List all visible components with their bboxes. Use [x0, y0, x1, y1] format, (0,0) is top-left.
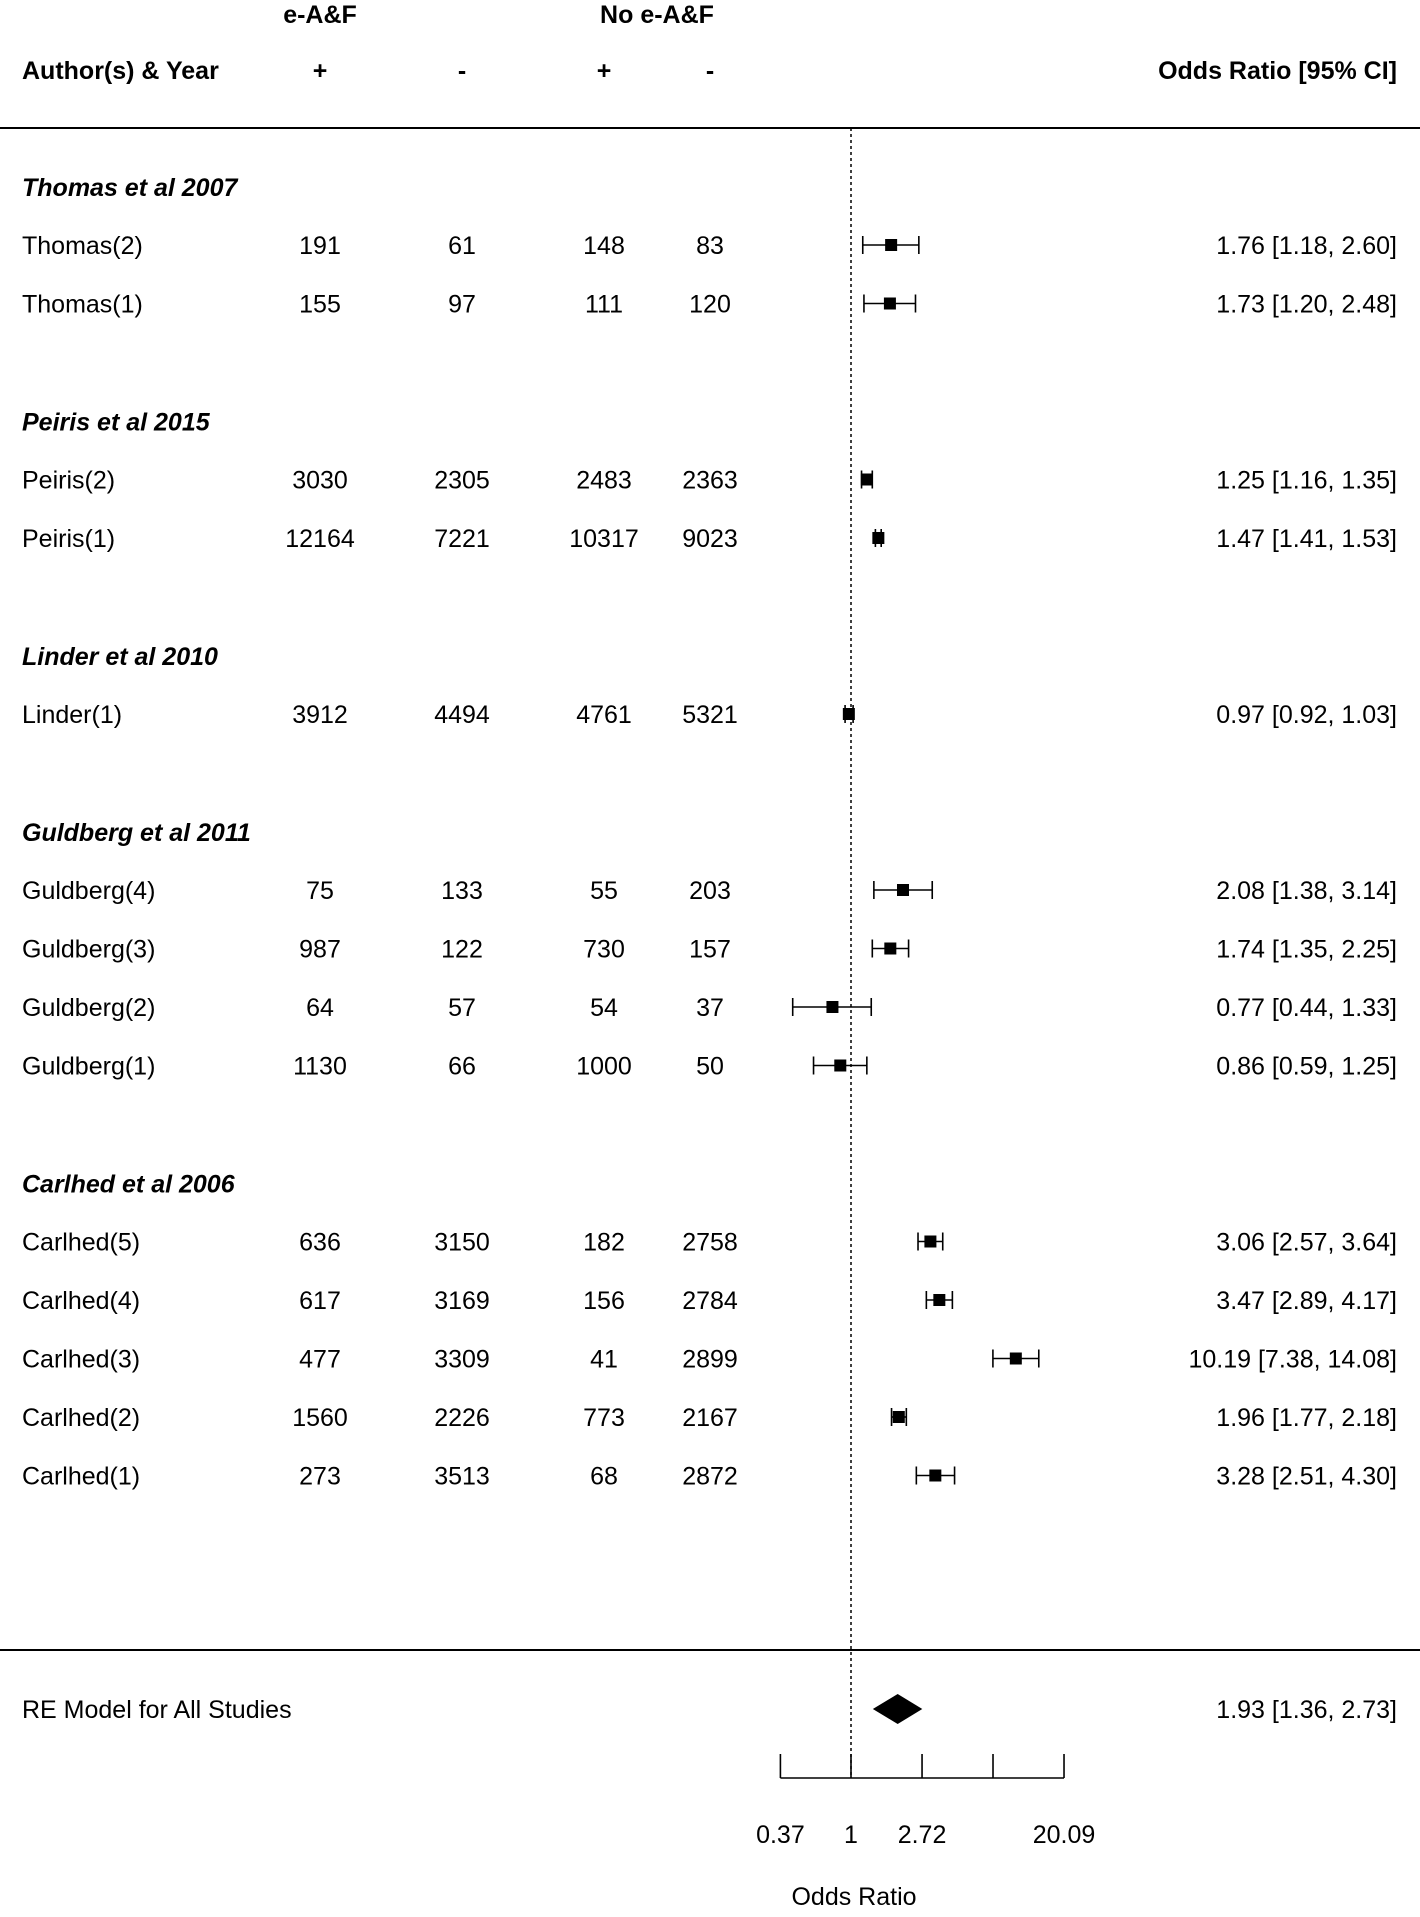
summary-diamond — [873, 1694, 922, 1724]
count-cell: 66 — [448, 1052, 476, 1081]
count-cell: 4761 — [576, 701, 632, 729]
estimate-text: 3.06 [2.57, 3.64] — [1216, 1228, 1397, 1257]
count-cell: 148 — [583, 232, 625, 260]
count-cell: 41 — [590, 1345, 618, 1374]
count-cell: 7221 — [434, 525, 490, 553]
point-estimate — [885, 239, 897, 251]
count-cell: 636 — [299, 1228, 341, 1257]
study-label: Guldberg(2) — [22, 994, 156, 1022]
x-tick-label: 20.09 — [1032, 1821, 1096, 1849]
group-title: Carlhed et al 2006 — [22, 1170, 235, 1199]
count-cell: 3030 — [292, 466, 348, 495]
point-estimate — [834, 1060, 846, 1072]
group-title: Thomas et al 2007 — [22, 174, 238, 202]
count-cell: 2784 — [682, 1287, 738, 1315]
count-cell: 50 — [696, 1052, 724, 1081]
study-label: Carlhed(3) — [22, 1345, 141, 1374]
count-cell: 37 — [696, 994, 724, 1022]
x-axis-label: Odds Ratio — [791, 1883, 917, 1911]
estimate-text: 1.47 [1.41, 1.53] — [1216, 525, 1397, 553]
estimate-text: 1.25 [1.16, 1.35] — [1216, 466, 1397, 495]
group-title: Guldberg et al 2011 — [22, 819, 251, 847]
estimate-text: 0.86 [0.59, 1.25] — [1216, 1052, 1397, 1081]
count-cell: 83 — [696, 232, 724, 260]
count-cell: 12164 — [285, 525, 355, 553]
estimate-text: 1.96 [1.77, 2.18] — [1216, 1404, 1397, 1432]
count-cell: 120 — [689, 290, 731, 319]
count-cell: 68 — [590, 1462, 618, 1491]
count-cell: 2305 — [434, 466, 490, 495]
study-label: Guldberg(4) — [22, 877, 156, 905]
point-estimate — [924, 1236, 936, 1248]
count-cell: 9023 — [682, 525, 738, 553]
point-estimate — [897, 884, 909, 896]
count-cell: 617 — [299, 1287, 341, 1315]
x-tick-label: 2.72 — [897, 1821, 947, 1849]
count-cell: 2167 — [682, 1404, 738, 1432]
count-cell: 2363 — [682, 466, 738, 495]
count-cell: 773 — [583, 1404, 625, 1432]
group-title: Linder et al 2010 — [22, 643, 218, 671]
count-cell: 97 — [448, 290, 476, 319]
count-cell: 64 — [306, 994, 334, 1022]
count-cell: 3912 — [292, 701, 348, 729]
study-label: Carlhed(5) — [22, 1228, 141, 1257]
count-cell: 133 — [441, 877, 483, 905]
count-cell: 2872 — [682, 1462, 738, 1491]
point-estimate — [1010, 1353, 1022, 1365]
count-cell: 730 — [583, 935, 625, 964]
study-label: Carlhed(1) — [22, 1462, 141, 1491]
study-label: Peiris(2) — [22, 466, 116, 495]
count-cell: 182 — [583, 1228, 625, 1257]
header-count-column: - — [705, 57, 715, 85]
study-label: Thomas(2) — [22, 232, 143, 260]
point-estimate — [884, 298, 896, 310]
estimate-text: 1.76 [1.18, 2.60] — [1216, 232, 1397, 260]
header-count-column: - — [457, 57, 467, 85]
summary-estimate-text: 1.93 [1.36, 2.73] — [1216, 1696, 1397, 1724]
estimate-text: 2.08 [1.38, 3.14] — [1216, 877, 1397, 905]
count-cell: 157 — [689, 935, 731, 964]
count-cell: 477 — [299, 1345, 341, 1374]
header-group-label: e-A&F — [283, 1, 357, 29]
point-estimate — [884, 943, 896, 955]
header-count-column: + — [312, 57, 328, 85]
count-cell: 3513 — [434, 1462, 490, 1491]
point-estimate — [933, 1294, 945, 1306]
count-cell: 273 — [299, 1462, 341, 1491]
estimate-text: 0.77 [0.44, 1.33] — [1216, 994, 1397, 1022]
point-estimate — [929, 1470, 941, 1482]
count-cell: 2758 — [682, 1228, 738, 1257]
header-count-column: + — [596, 57, 612, 85]
count-cell: 61 — [448, 232, 476, 260]
count-cell: 54 — [590, 994, 618, 1022]
study-label: Thomas(1) — [22, 290, 143, 319]
estimate-text: 1.74 [1.35, 2.25] — [1216, 935, 1397, 964]
count-cell: 2226 — [434, 1404, 490, 1432]
study-label: Carlhed(4) — [22, 1287, 141, 1315]
estimate-text: 3.28 [2.51, 4.30] — [1216, 1462, 1397, 1491]
count-cell: 4494 — [434, 701, 490, 729]
estimate-text: 1.73 [1.20, 2.48] — [1216, 290, 1397, 319]
study-label: Peiris(1) — [22, 525, 116, 553]
summary-label: RE Model for All Studies — [22, 1696, 292, 1724]
count-cell: 75 — [306, 877, 334, 905]
group-title: Peiris et al 2015 — [22, 408, 210, 437]
header-estimate-column: Odds Ratio [95% CI] — [1158, 57, 1397, 85]
study-label: Linder(1) — [22, 701, 123, 729]
count-cell: 191 — [299, 232, 341, 260]
count-cell: 3150 — [434, 1228, 490, 1257]
count-cell: 2899 — [682, 1345, 738, 1374]
count-cell: 1130 — [293, 1052, 347, 1081]
x-tick-label: 0.37 — [756, 1821, 805, 1849]
count-cell: 987 — [299, 935, 341, 964]
x-tick-label: 1 — [844, 1821, 858, 1849]
point-estimate — [861, 474, 873, 486]
count-cell: 55 — [590, 877, 618, 905]
estimate-text: 0.97 [0.92, 1.03] — [1216, 701, 1397, 729]
study-label: Carlhed(2) — [22, 1404, 141, 1432]
point-estimate — [872, 532, 884, 544]
count-cell: 5321 — [682, 701, 738, 729]
estimate-text: 3.47 [2.89, 4.17] — [1216, 1287, 1397, 1315]
study-label: Guldberg(3) — [22, 935, 156, 964]
study-label: Guldberg(1) — [22, 1052, 156, 1081]
point-estimate — [843, 708, 855, 720]
count-cell: 1560 — [292, 1404, 348, 1432]
count-cell: 203 — [689, 877, 731, 905]
count-cell: 3309 — [434, 1345, 490, 1374]
count-cell: 1000 — [576, 1052, 632, 1081]
count-cell: 3169 — [434, 1287, 490, 1315]
count-cell: 155 — [299, 290, 341, 319]
count-cell: 57 — [448, 994, 476, 1022]
count-cell: 122 — [441, 935, 483, 964]
header-study-column: Author(s) & Year — [22, 57, 219, 85]
count-cell: 10317 — [569, 525, 639, 553]
count-cell: 2483 — [576, 466, 632, 495]
point-estimate — [826, 1001, 838, 1013]
header-group-label: No e-A&F — [600, 1, 714, 29]
count-cell: 156 — [583, 1287, 625, 1315]
estimate-text: 10.19 [7.38, 14.08] — [1188, 1345, 1397, 1374]
count-cell: 111 — [584, 290, 624, 319]
point-estimate — [893, 1411, 905, 1423]
